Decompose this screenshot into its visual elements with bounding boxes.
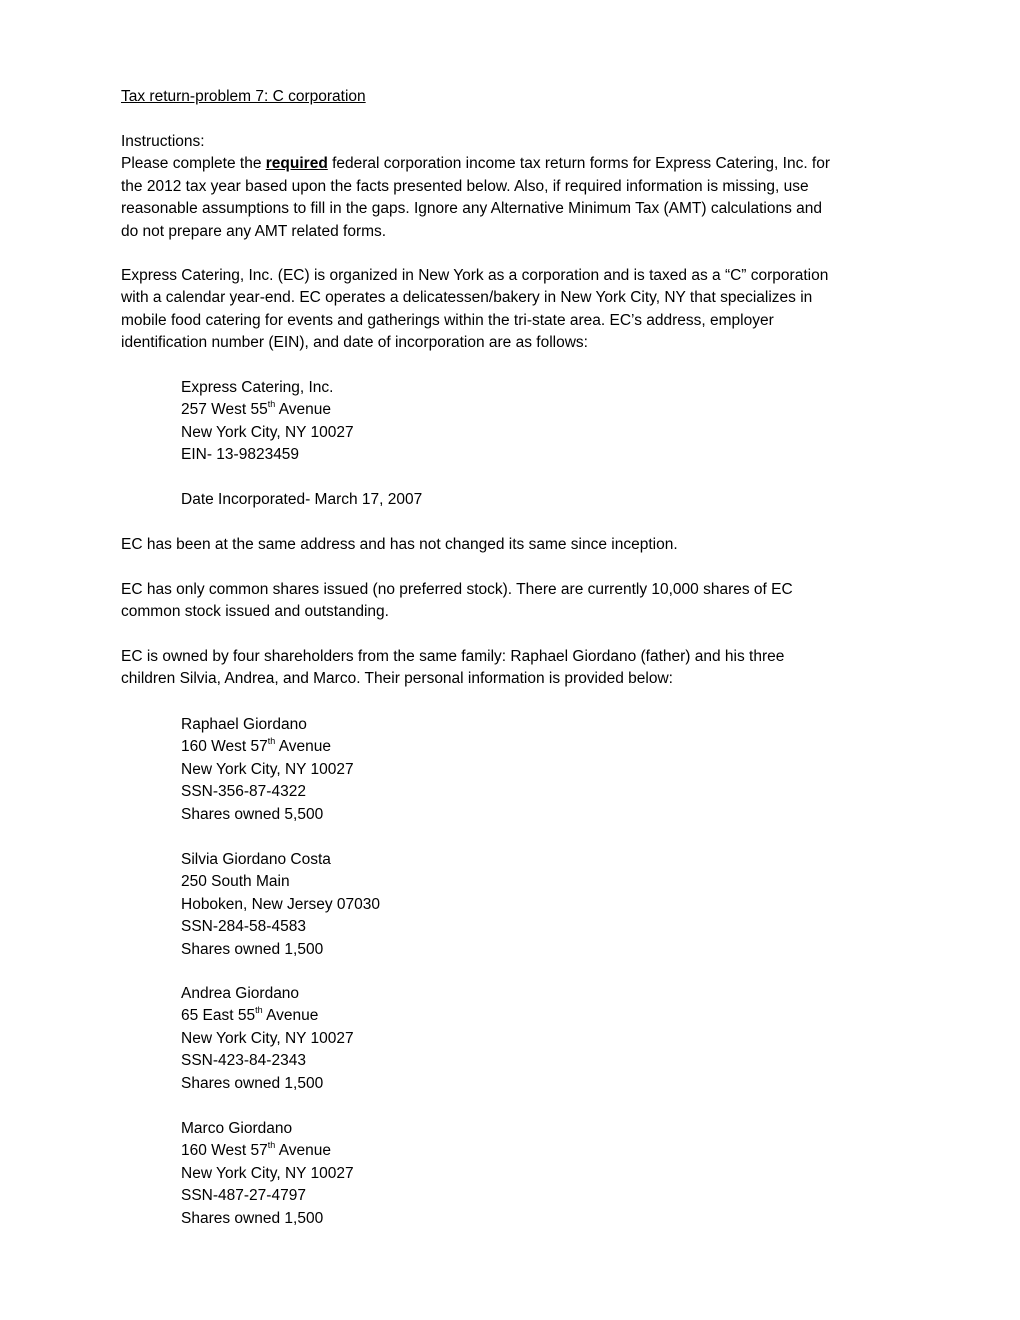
company-name: Express Catering, Inc. (181, 379, 334, 396)
shareholder-shares: Shares owned 1,500 (181, 1074, 324, 1092)
shareholder-ssn: SSN-356-87-4322 (181, 783, 306, 801)
shares-paragraph: EC has only common shares issued (no preferred stock). There are currently 10,000 shares of EC common stock issued and outstanding. (121, 581, 793, 621)
shareholder-shares: Shares owned 1,500 (181, 940, 324, 958)
shareholder-street: 160 West 57th Avenue (181, 736, 332, 756)
shareholder-name: Silvia Giordano Costa (181, 851, 331, 868)
shareholder-city: New York City, NY 10027 (181, 1029, 354, 1047)
shareholder-city: New York City, NY 10027 (181, 1164, 354, 1182)
instructions-line: Please complete the required federal corporation income tax return forms for Express Catering, Inc. for (121, 155, 831, 173)
shareholder-block (181, 1118, 881, 1230)
instructions-section (121, 131, 911, 243)
owners-paragraph: EC is owned by four shareholders from the same family: Raphael Giordano (father) and his three children Silvia, Andrea, and Marco. Their personal information is provided below: (121, 648, 785, 688)
address-paragraph: EC has been at the same address and has not changed its same since inception. (121, 536, 678, 553)
company-street: 257 West 55th Avenue (181, 399, 332, 419)
instructions-line: the 2012 tax year based upon the facts presented below. Also, if required information is missing, use (121, 177, 809, 195)
company-ein: EIN- 13-9823459 (181, 446, 300, 464)
shareholder-ssn: SSN-487-27-4797 (181, 1187, 306, 1205)
shareholder-street: 250 South Main (181, 873, 290, 891)
shareholder-shares: Shares owned 1,500 (181, 1209, 324, 1227)
instructions-line: do not prepare any AMT related forms. (121, 222, 387, 240)
shareholder-name: Andrea Giordano (181, 985, 300, 1002)
date-incorporated: Date Incorporated- March 17, 2007 (181, 491, 423, 508)
shareholder-block (181, 714, 881, 826)
shareholder-ssn: SSN-284-58-4583 (181, 918, 306, 936)
company-address-block (181, 377, 881, 467)
shareholder-ssn: SSN-423-84-2343 (181, 1052, 306, 1070)
shareholder-city: Hoboken, New Jersey 07030 (181, 895, 381, 913)
company-city: New York City, NY 10027 (181, 423, 354, 441)
document-title: Tax return-problem 7: C corporation (121, 88, 366, 105)
intro-paragraph: Express Catering, Inc. (EC) is organized in New York as a corporation and is taxed as a “C” corporation with a calendar year-end. EC operates a delicatessen/bakery in New York City, NY that specializes in mobile food catering for events and gatherings within the tri-state area. EC’s address, employer identification number (EIN), and date of incorporation are as follows: (121, 267, 829, 352)
shareholder-shares: Shares owned 5,500 (181, 805, 324, 823)
shareholder-name: Marco Giordano (181, 1120, 293, 1137)
instructions-heading: Instructions: (121, 133, 205, 150)
shareholder-name: Raphael Giordano (181, 716, 307, 733)
required-emphasis: required (265, 155, 328, 173)
instructions-line: reasonable assumptions to fill in the gaps. Ignore any Alternative Minimum Tax (AMT) calculations and (121, 200, 823, 218)
shareholder-block (181, 983, 881, 1095)
shareholder-street: 65 East 55th Avenue (181, 1005, 319, 1025)
shareholder-block (181, 849, 881, 961)
shareholder-city: New York City, NY 10027 (181, 760, 354, 778)
shareholder-street: 160 West 57th Avenue (181, 1140, 332, 1160)
